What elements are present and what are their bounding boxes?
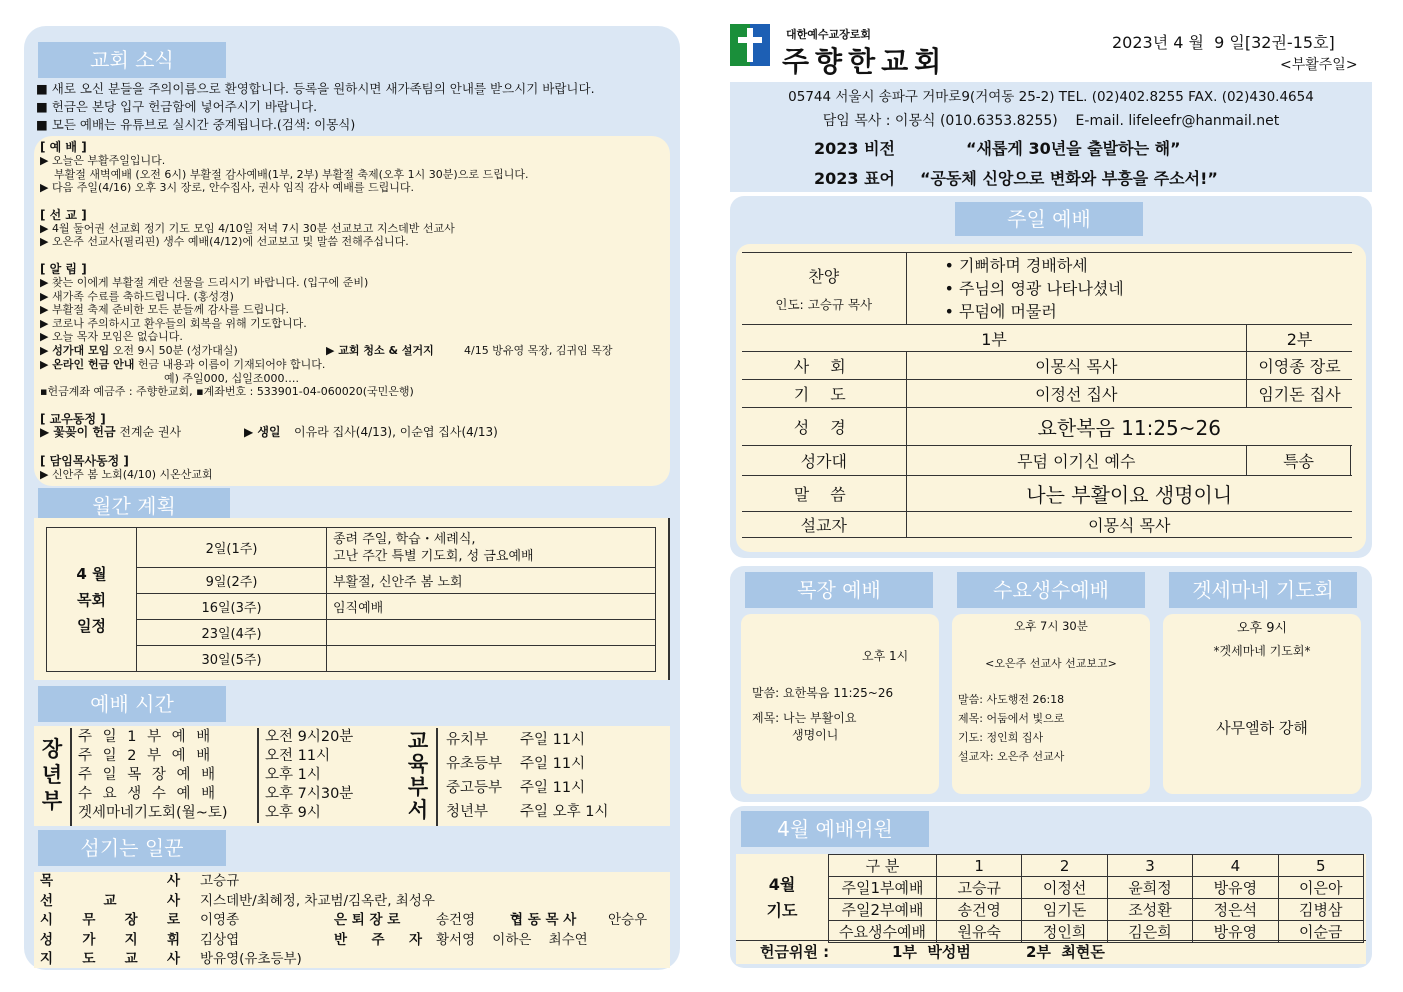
committee-label-line: 기도 (766, 901, 798, 920)
monthly-week: 16일(3주) (137, 594, 327, 620)
online-offering-label: ▶ 온라인 헌금 안내 (40, 357, 135, 371)
servant-name: 이영종 (200, 912, 240, 928)
offering-part2: 2부 최현돈 (1026, 943, 1105, 961)
service-name: 수 요 생 수 예 배 (78, 786, 219, 802)
times-bar (70, 728, 72, 826)
cell-verse: 말씀: 요한복음 11:25~26 (752, 686, 894, 700)
service-name: 겟세마네기도회(월~토) (78, 805, 228, 821)
sunday-worship-table (742, 252, 1352, 538)
choir-song: 무덤 이기신 예수 (906, 446, 1247, 476)
offering-part1: 1부 박성범 (892, 943, 971, 961)
edu-times-table (446, 728, 608, 824)
servants-list (40, 872, 666, 970)
notice-line: ▶ 찾는 이에게 부활절 계란 선물을 드리시기 바랍니다. (입구에 준비) (40, 275, 369, 289)
denomination: 대한예수교장로회 (786, 28, 872, 41)
monthly-right-bar (668, 518, 670, 680)
geth-name: *겟세마네 기도회* (1213, 644, 1311, 658)
dept-name: 청년부 (446, 804, 489, 820)
committee-service: 주일2부예배 (829, 899, 937, 921)
worship-caption: [ 예 배 ] (40, 140, 87, 154)
monthly-header: 월간 계획 (38, 488, 230, 524)
mission-line: ▶ 4월 둘어권 선교회 정기 기도 모임 4/10일 저녁 7시 30분 선교보고 지스데반 선교사 (40, 221, 455, 235)
monthly-label-line: 일정 (77, 616, 106, 635)
notice-line: ▶ 오늘 목자 모임은 없습니다. (40, 330, 183, 344)
online-offering-text: 헌금 내용과 이름이 기재되어야 합니다. (134, 357, 326, 371)
monthly-table (46, 527, 656, 672)
notice-line: ▶ 부활절 축제 준비한 모든 분들께 감사를 드립니다. (40, 303, 289, 317)
cell-worship-header: 목장 예배 (745, 572, 933, 608)
dept-time: 주일 11시 (520, 732, 586, 748)
servant-name: 방유영(유초등부) (200, 951, 302, 967)
monthly-event: 종려 주일, 학습・세례식, 고난 주간 특별 기도회, 성 금요예배 (327, 528, 656, 568)
vision-text: “새롭게 30년을 출발하는 해” (966, 139, 1181, 158)
wednesday-worship-header: 수요생수예배 (957, 572, 1145, 608)
wed-verse: 말씀: 사도행전 26:18 (958, 693, 1065, 706)
monthly-week: 2일(1주) (137, 528, 327, 568)
dept-name: 유초등부 (446, 756, 503, 772)
news-line: ■ 헌금은 본당 입구 헌금함에 넣어주시기 바랍니다. (36, 99, 318, 114)
committee-label (736, 872, 828, 924)
role-label: 사 회 (742, 352, 906, 380)
servant-name: 송건영 (436, 912, 476, 928)
online-offering-example: 예) 주일000, 십일조000…. (164, 371, 300, 385)
monthly-event: 부활절, 신안주 봄 노회 (327, 568, 656, 594)
news-detail (40, 140, 666, 481)
worship-line: ▶ 오늘은 부활주일입니다. (40, 154, 166, 167)
choir-meeting-text: 오전 9시 50분 (성가대실) (109, 343, 238, 357)
service-name: 주 일 2 부 예 배 (78, 748, 214, 764)
role-part1: 이몽식 목사 (906, 352, 1247, 380)
times-header: 예배 시간 (38, 686, 226, 722)
committee-member: 김은희 (1107, 921, 1192, 943)
role-part1: 이정선 집사 (906, 380, 1247, 408)
committee-member: 이정선 (1022, 877, 1107, 899)
dept-time: 주일 11시 (520, 756, 586, 772)
servant-role: 선 교 사 (40, 892, 180, 909)
monthly-week: 30일(5주) (137, 646, 327, 672)
committee-member: 정은석 (1193, 899, 1278, 921)
pastor-line: ▶ 신안주 봄 노회(4/10) 시온산교회 (40, 467, 213, 481)
worship-line: 부활절 새벽예배 (오전 6시) 부활절 감사예배(1부, 2부) 부활절 축제(오후 1시 30분)으로 드립니다. (40, 167, 529, 181)
monthly-event (327, 646, 656, 672)
special-label: 특송 (1247, 446, 1351, 476)
servant-role: 반 주 자 (334, 931, 422, 948)
news-header: 교회 소식 (38, 42, 226, 78)
geth-time: 오후 9시 (1236, 621, 1288, 636)
news-line: ■ 모든 예배는 유튜브로 실시간 중계됩니다.(검색: 이몽식) (36, 117, 356, 132)
servant-name: 지스데반/최혜정, 차교범/김옥란, 최성우 (200, 892, 435, 909)
service-name: 주 일 1 부 예 배 (78, 729, 214, 745)
servant-name: 황서영 이하은 최수연 (436, 931, 588, 948)
committee-service: 수요생수예배 (829, 921, 937, 943)
wed-subject: 제목: 어둠에서 빛으로 (958, 712, 1065, 725)
sermon-title: 나는 부활이요 생명이니 (906, 476, 1352, 512)
motto-text: “공동체 신앙으로 변화와 부흥을 주소서!” (920, 169, 1218, 188)
dept-time: 주일 11시 (520, 780, 586, 796)
choir-label: 성가대 (742, 446, 906, 476)
songs-cell (906, 253, 1352, 325)
gethsemane-header: 겟세마네 기도회 (1169, 572, 1357, 608)
song: • 무덤에 머물러 (944, 302, 1057, 321)
committee-member: 임기돈 (1022, 899, 1107, 921)
service-time: 오후 9시 (258, 804, 398, 823)
servant-role: 시 무 장 로 (40, 912, 180, 928)
sunday-worship-header: 주일 예배 (955, 202, 1143, 236)
service-time: 오전 11시 (258, 747, 398, 766)
monthly-event: 임직예배 (327, 594, 656, 620)
notice-line: ▶ 코로나 주의하시고 환우들의 회복을 위해 기도합니다. (40, 316, 307, 330)
committee-col: 5 (1278, 855, 1363, 877)
cell-subject: 제목: 나는 부활이요 (752, 711, 857, 725)
committee-member: 조성환 (1107, 899, 1192, 921)
cell-subject-2: 생명이니 (792, 728, 839, 742)
dept-name: 유치부 (446, 732, 489, 748)
preacher-label: 설교자 (742, 512, 906, 538)
servant-role: 협 동 목 사 (510, 912, 577, 928)
geth-lead: 사무엘하 강해 (1216, 719, 1308, 737)
servant-role: 지 도 교 사 (40, 951, 180, 967)
praise-leader: 인도: 고승규 목사 (775, 297, 873, 312)
special-song (1351, 446, 1352, 476)
servant-role: 은 퇴 장 로 (334, 912, 401, 928)
monthly-week: 9일(2주) (137, 568, 327, 594)
address: 05744 서울시 송파구 거마로9(거여동 25-2) TEL. (02)402.8255 FAX. (02)430.4654 (788, 89, 1314, 105)
wed-prayer: 기도: 정인희 집사 (958, 731, 1044, 744)
committee-member: 송건영 (937, 899, 1022, 921)
cell-worship-box (741, 614, 939, 794)
praise-cell (742, 253, 906, 325)
notice-line: ▶ 새가족 수료를 축하드립니다. (홍성경) (40, 289, 234, 303)
committee-service: 주일1부예배 (829, 877, 937, 899)
adult-times-table (78, 728, 398, 823)
servant-name: 김상엽 (200, 931, 240, 948)
dept-name: 중고등부 (446, 780, 503, 796)
adult-label: 장년부 (41, 737, 63, 813)
wed-details (958, 690, 1064, 766)
role-part2: 임기돈 집사 (1247, 380, 1352, 408)
committee-member: 정인희 (1022, 921, 1107, 943)
servant-role: 목 사 (40, 873, 180, 889)
monthly-label-line: 목회 (77, 590, 106, 609)
wed-note: <오은주 선교사 선교보고> (985, 657, 1117, 670)
song: • 기뻐하며 경배하세 (944, 256, 1088, 275)
flower-offering-text: 전계순 권사 (115, 424, 182, 439)
news-line: ■ 새로 오신 분들을 주의이름으로 환영합니다. 등록을 원하시면 새가족팀의 안내를 받으시기 바랍니다. (36, 81, 595, 96)
committee-label-line: 4월 (768, 875, 796, 894)
vision-label: 2023 비전 (814, 139, 896, 158)
news-lines (36, 80, 676, 134)
role-label: 기 도 (742, 380, 906, 408)
committee-member: 윤희정 (1107, 877, 1192, 899)
worship-line: ▶ 다음 주일(4/16) 오후 3시 장로, 안수집사, 권사 임직 감사 예배를 드립니다. (40, 181, 414, 195)
scripture-label: 성 경 (742, 408, 906, 446)
monthly-event (327, 620, 656, 646)
edu-bar (436, 728, 438, 826)
birthday-text: 이유라 집사(4/13), 이순엽 집사(4/13) (294, 424, 498, 439)
monthly-label-line: 4 월 (76, 564, 107, 583)
sunday-name: <부활주일> (1280, 57, 1358, 73)
servant-name: 안승우 (608, 912, 648, 928)
wed-time: 오후 7시 30분 (1014, 619, 1088, 633)
cell-time: 오후 1시 (862, 649, 909, 663)
scripture: 요한복음 11:25~26 (906, 408, 1352, 446)
servants-header: 섬기는 일꾼 (38, 830, 226, 866)
committee-col: 1 (937, 855, 1022, 877)
mission-caption: [ 선 교 ] (40, 207, 87, 222)
role-part2: 이영종 장로 (1247, 352, 1352, 380)
dept-time: 주일 오후 1시 (520, 804, 609, 820)
part2-header: 2부 (1247, 325, 1352, 352)
committee-member: 원유숙 (937, 921, 1022, 943)
praise-label: 찬양 (808, 267, 840, 286)
notice-caption: [ 알 림 ] (40, 261, 87, 276)
committee-header: 4월 예배위원 (741, 811, 929, 847)
sermon-label: 말 씀 (742, 476, 906, 512)
cleaning-text: 4/15 방유영 목장, 김귀임 목장 (464, 343, 613, 357)
committee-table (828, 854, 1364, 943)
committee-member: 이순금 (1278, 921, 1363, 943)
service-time: 오전 9시20분 (258, 728, 398, 747)
committee-member: 방유영 (1193, 921, 1278, 943)
monthly-week: 23일(4주) (137, 620, 327, 646)
issue-date: 2023년 4 월 9 일[32권-15호] (1112, 33, 1335, 52)
committee-member: 김병삼 (1278, 899, 1363, 921)
offering-committee-row (736, 940, 1366, 962)
edu-label: 교육부서 (407, 729, 429, 822)
cleaning-label: ▶ 교회 청소 & 설거지 (326, 343, 434, 357)
pastor-contact: 담임 목사 : 이몽식 (010.6353.8255) E-mail. lifeleefr@hanmail.net (822, 113, 1280, 129)
birthday-label: ▶ 생일 (244, 424, 281, 439)
committee-col: 구 분 (829, 855, 937, 877)
fellowship-caption: [ 교우동정 ] (40, 411, 106, 426)
servant-role: 성 가 지 휘 (40, 931, 180, 948)
church-name: 주향한교회 (782, 45, 948, 78)
committee-col: 3 (1107, 855, 1192, 877)
committee-col: 4 (1193, 855, 1278, 877)
choir-meeting-label: ▶ 성가대 모임 (40, 343, 110, 357)
song: • 주님의 영광 나타나셨네 (944, 279, 1124, 298)
account-info: ▪헌금계좌 예금주 : 주향한교회, ▪계좌번호 : 533901-04-060020(국민은행) (40, 385, 414, 399)
mission-line: ▶ 오은주 선교사(필리핀) 생수 예배(4/12)에 선교보고 및 말씀 전해주십니다. (40, 235, 409, 249)
part1-header: 1부 (742, 325, 1247, 352)
motto-label: 2023 표어 (814, 169, 896, 188)
service-time: 오후 7시30분 (258, 785, 398, 804)
service-name: 주 일 목 장 예 배 (78, 767, 219, 783)
monthly-label (47, 528, 137, 672)
servant-name: 고승규 (200, 873, 240, 889)
offering-label: 헌금위원 : (760, 943, 830, 961)
wed-preacher: 설교자: 오은주 선교사 (958, 750, 1065, 763)
gethsemane-box (1163, 614, 1361, 794)
committee-member: 방유영 (1193, 877, 1278, 899)
church-logo-icon (730, 24, 770, 66)
pastor-caption: [ 담임목사동정 ] (40, 453, 129, 468)
flower-offering-label: ▶ 꽃꽂이 헌금 (40, 424, 116, 439)
preacher: 이몽식 목사 (906, 512, 1352, 538)
service-time: 오후 1시 (258, 766, 398, 785)
committee-member: 고승규 (937, 877, 1022, 899)
committee-member: 이은아 (1278, 877, 1363, 899)
committee-col: 2 (1022, 855, 1107, 877)
